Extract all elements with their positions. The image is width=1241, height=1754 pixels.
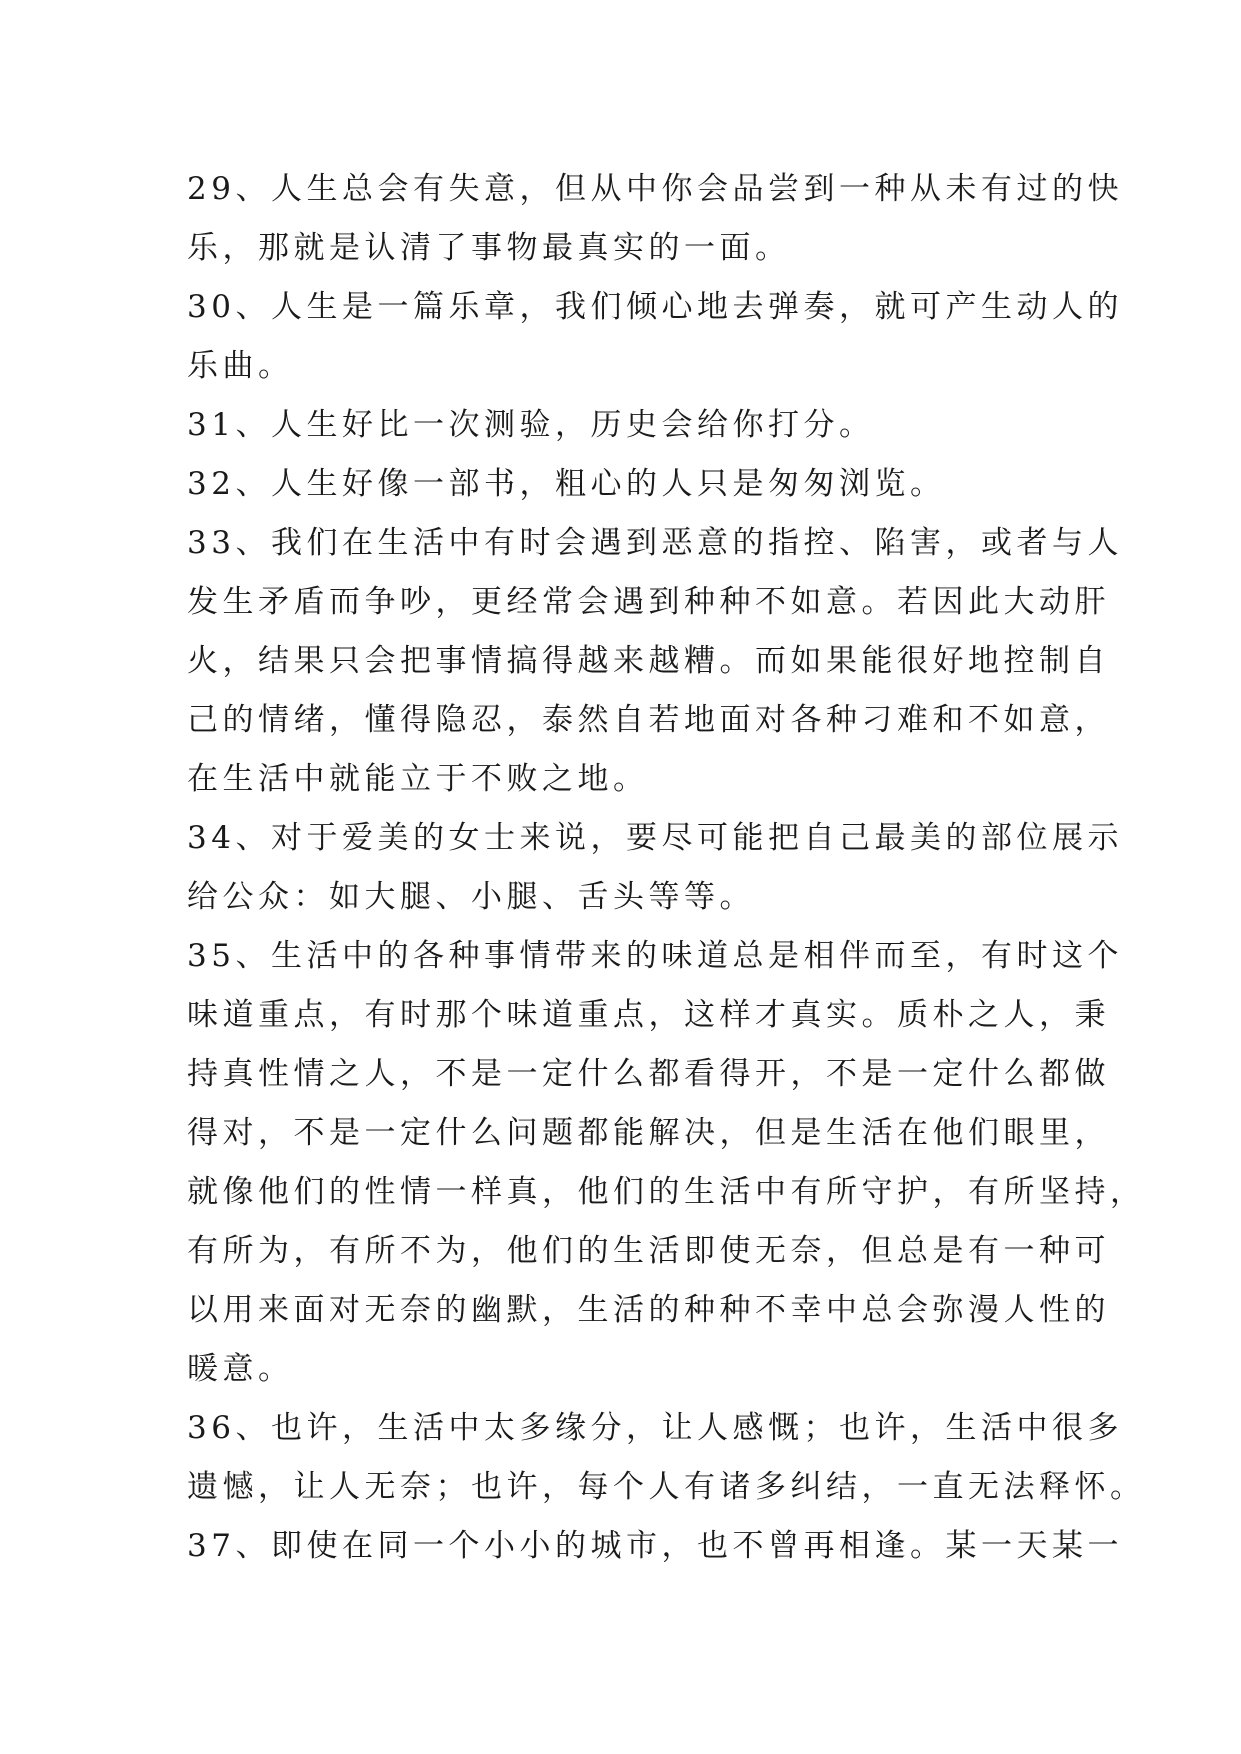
text-line: 发生矛盾而争吵，更经常会遇到种种不如意。若因此大动肝 xyxy=(187,584,1110,620)
text-line: 31、人生好比一次测验，历史会给你打分。 xyxy=(187,407,875,443)
text-line: 暖意。 xyxy=(187,1351,294,1387)
text-line: 37、即使在同一个小小的城市，也不曾再相逢。某一天某一 xyxy=(187,1528,1123,1564)
text-line: 乐，那就是认清了事物最真实的一面。 xyxy=(187,230,791,266)
text-line: 遗憾，让人无奈；也许，每个人有诸多纠结，一直无法释怀。 xyxy=(187,1469,1146,1505)
text-line: 36、也许，生活中太多缘分，让人感慨；也许，生活中很多 xyxy=(187,1410,1123,1446)
text-line: 有所为，有所不为，他们的生活即使无奈，但总是有一种可 xyxy=(187,1233,1110,1269)
text-line: 给公众：如大腿、小腿、舌头等等。 xyxy=(187,879,755,915)
text-line: 32、人生好像一部书，粗心的人只是匆匆浏览。 xyxy=(187,466,946,502)
text-line: 己的情绪，懂得隐忍，泰然自若地面对各种刁难和不如意， xyxy=(187,702,1110,738)
text-line: 34、对于爱美的女士来说，要尽可能把自己最美的部位展示 xyxy=(187,820,1123,856)
document-body xyxy=(187,160,1146,1576)
text-line: 火，结果只会把事情搞得越来越糟。而如果能很好地控制自 xyxy=(187,643,1110,679)
text-line: 在生活中就能立于不败之地。 xyxy=(187,761,649,797)
text-line: 乐曲。 xyxy=(187,348,294,384)
text-line: 30、人生是一篇乐章，我们倾心地去弹奏，就可产生动人的 xyxy=(187,289,1123,325)
text-line: 33、我们在生活中有时会遇到恶意的指控、陷害，或者与人 xyxy=(187,525,1123,561)
text-line: 得对，不是一定什么问题都能解决，但是生活在他们眼里， xyxy=(187,1115,1110,1151)
text-line: 味道重点，有时那个味道重点，这样才真实。质朴之人，秉 xyxy=(187,997,1110,1033)
text-line: 35、生活中的各种事情带来的味道总是相伴而至，有时这个 xyxy=(187,938,1123,974)
text-line: 就像他们的性情一样真，他们的生活中有所守护，有所坚持， xyxy=(187,1174,1146,1210)
text-line: 持真性情之人，不是一定什么都看得开，不是一定什么都做 xyxy=(187,1056,1110,1092)
text-line: 29、人生总会有失意，但从中你会品尝到一种从未有过的快 xyxy=(187,171,1123,207)
text-line: 以用来面对无奈的幽默，生活的种种不幸中总会弥漫人性的 xyxy=(187,1292,1110,1328)
